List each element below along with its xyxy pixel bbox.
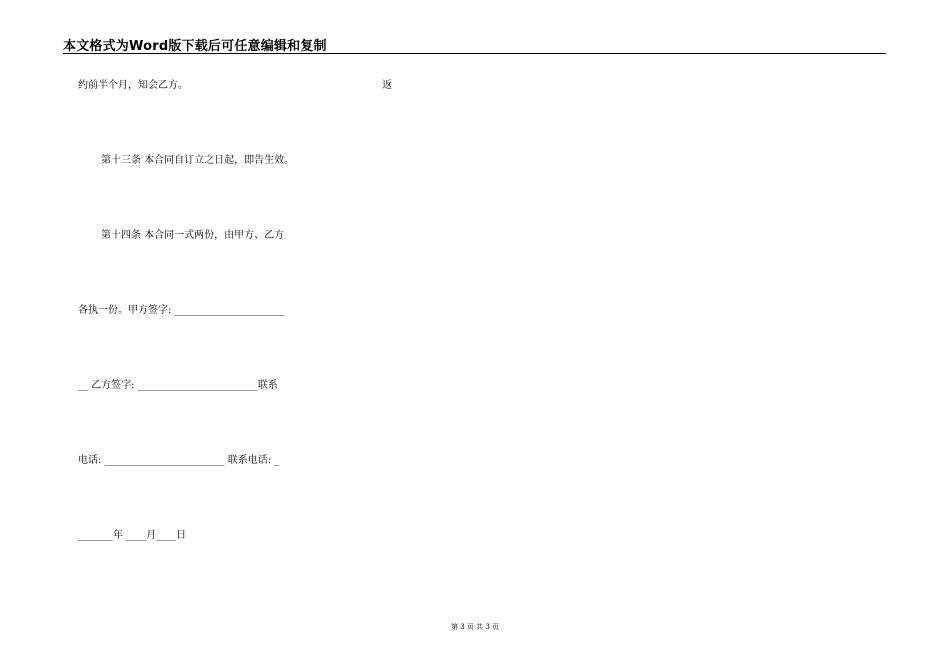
contact-phone-line: 电话: ________________________ 联系电话: _ [78,455,280,466]
signature-line-party-a: 各执一份。甲方签字: ______________________ [78,305,285,316]
body-line: 约前半个月，知会乙方。 [78,80,188,91]
date-line: _______年 ____月____日 [78,530,187,541]
stray-character: 返 [382,80,392,91]
body-line: 第十四条 本合同一式两份，由甲方、乙方 [101,230,285,241]
body-line: 第十三条 本合同自订立之日起，即告生效。 [101,155,295,166]
page-header [63,34,886,54]
header-title: 本文格式为Word版下载后可任意编辑和复制 [63,39,327,54]
signature-line-party-b: __ 乙方签字: ________________________联系 [78,380,278,391]
page-footer: 第 3 页 共 3 页 [450,623,500,631]
